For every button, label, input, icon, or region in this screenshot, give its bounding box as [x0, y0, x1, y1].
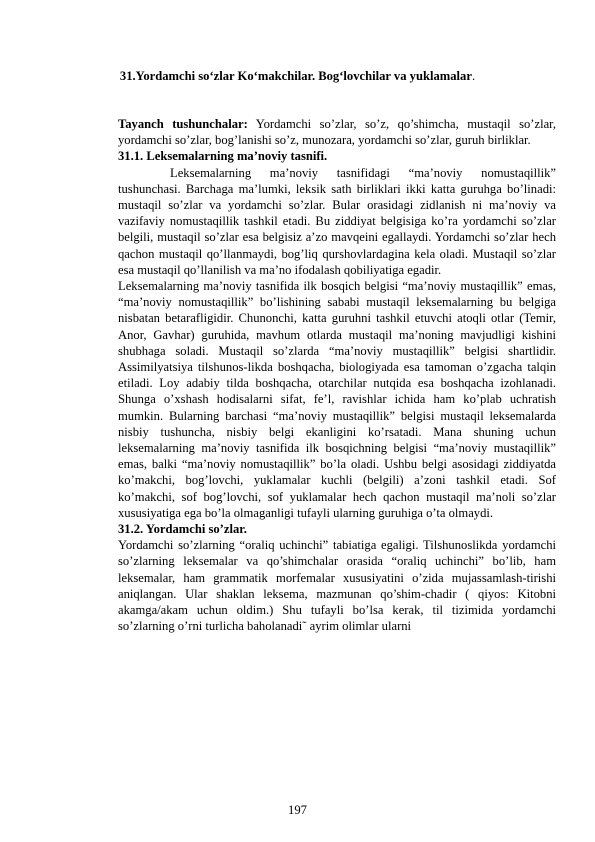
section-1-paragraph-1: Leksemalarning ma’noviy tasnifidagi “ma’noviy nomustaqillik” tushunchasi. Barchaga ma’lumki, leksik sath birliklari ikki katta guruhga bo’linadi: mustaqil so’zlar va yordamchi so’zlar. Bular orasidagi zidlanish ni ma’noviy va vazifaviy nomustaqillik tashkil etadi. Bu ziddiyat belgisiga ko’ra yordamchi so’zlar belgili, mustaqil so’zlar esa belgisiz a’zo mavqeini egallaydi. Yordamchi so’zlar hech qachon mustaqil qo’llanmaydi, bog’liq qurshovlardagina kela oladi. Mustaqil so’zlar esa mustaqil qo’llanilish va ma’no ifodalash qobiliyatiga egadir.: [118, 165, 556, 277]
section-1-heading: 31.1. Leksemalarning ma’noviy tasnifi.: [118, 149, 328, 164]
section-2-paragraph-1: Yordamchi so’zlarning “oraliq uchinchi” tabiatiga egaligi. Tilshunoslikda yordamchi so’zlarning leksemalar va qo’shimchalar orasida “oraliq uchinchi” bo’lib, ham leksemalar, ham grammatik morfemalar xususiyatini o’zida mujassamlash-tirishi aniqlangan. Ular shaklan leksema, mazmunan qo’shim-chadir ( qiyos: Kitobni akamga/akam uchun oldim.) Shu tufayli bo’lsa kerak, til tizimida yordamchi so’zlarning o’rni turlicha baholanadi˜ ayrim olimlar ularni: [118, 538, 556, 634]
page-number: 197: [288, 803, 307, 817]
section-1-paragraph-2: Leksemalarning ma’noviy tasnifida ilk bosqich belgisi “ma’noviy mustaqillik” emas, “ma’noviy nomustaqillik” bo’lishining sababi mustaqil leksemalarning bu belgiga nisbatan betarafligidir. Chunonchi, katta guruhni tashkil etuvchi atoqli otlar (Temir, Anor, Gavhar) guruhida, mavhum otlarda mustaqil ma’noning mavjudligi kishini shubhaga soladi. Mustaqil so’zlarda “ma’noviy mustaqillik” belgisi shartlidir. Assimilyatsiya tilshunos-likda boshqacha, biologiyada esa tamoman o’zgacha talqin etiladi. Loy adabiy tilda boshqacha, otarchilar nutqida esa boshqacha izohlanadi. Shunga o’xshash hodisalarni sifat, fe’l, ravishlar ichida ham ko’plab uchratish mumkin. Bularning barchasi “ma’noviy mustaqillik” belgisi mustaqil leksemalarda nisbiy tushuncha, nisbiy belgi ekanligini ko’rsatadi. Mana shuning uchun leksemalarning ma’noviy tasnifida ilk bosqichning belgisi “ma’noviy mustaqillik” emas, balki “ma’noviy nomustaqillik” bo’la oladi. Ushbu belgi asosidagi ziddiyatda ko’makchi, bog’lovchi, yuklamalar kuchli (belgili) a’zoni tashkil etadi. Sof ko’makchi, sof bog’lovchi, sof yuklamalar hech qachon mustaqil ma’noli so’zlar xususiyatiga ega bo’la olmaganligi tufayli ularning guruhiga o’ta olmaydi.: [118, 279, 556, 520]
document-body: [118, 116, 556, 635]
page-title: [0, 68, 595, 84]
keywords-label: Tayanch tushunchalar:: [118, 117, 248, 131]
keywords-text: Yordamchi so’zlar, so’z, qo’shimcha, mustaqil so’zlar, yordamchi so’zlar, bog’lanishi so’z, munozara, yordamchi so’zlar, guruh birliklar.: [118, 117, 556, 148]
title-tail: .: [471, 69, 476, 83]
keywords-paragraph: [118, 116, 556, 148]
title-main: 31.Yordamchi so‘zlar Ko‘makchilar. Bog‘lovchilar va yuklamalar: [119, 69, 472, 83]
section-2-heading: 31.2. Yordamchi so’zlar.: [118, 522, 247, 537]
